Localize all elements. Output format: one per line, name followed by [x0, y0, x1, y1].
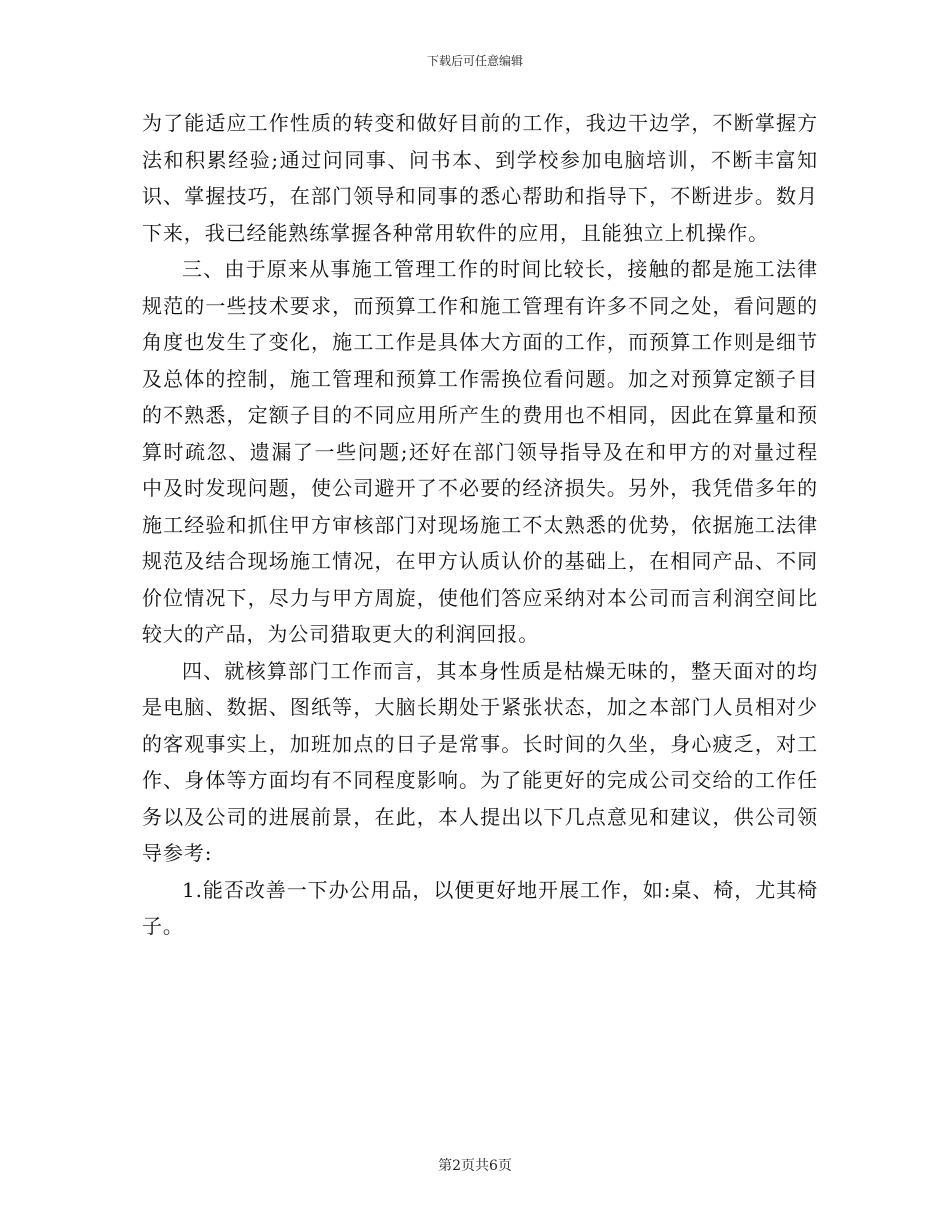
- document-body: [142, 105, 818, 945]
- paragraph-section-three: 三、由于原来从事施工管理工作的时间比较长，接触的都是施工法律规范的一些技术要求，而预算工作和施工管理有许多不同之处，看问题的角度也发生了变化，施工工作是具体大方面的工作，而预算工作则是细节及总体的控制，施工管理和预算工作需换位看问题。加之对预算定额子目的不熟悉，定额子目的不同应用所产生的费用也不相同，因此在算量和预算时疏忽、遗漏了一些问题;还好在部门领导指导及在和甲方的对量过程中及时发现问题，使公司避开了不必要的经济损失。另外，我凭借多年的施工经验和抓住甲方审核部门对现场施工不太熟悉的优势，依据施工法律规范及结合现场施工情况，在甲方认质认价的基础上，在相同产品、不同价位情况下，尽力与甲方周旋，使他们答应采纳对本公司而言利润空间比较大的产品，为公司猎取更大的利润回报。: [142, 257, 818, 646]
- page-header-note: 下载后可任意编辑: [426, 54, 523, 68]
- paragraph-continuation: 为了能适应工作性质的转变和做好目前的工作，我边干边学，不断掌握方法和积累经验;通过问同事、问书本、到学校参加电脑培训，不断丰富知识、掌握技巧，在部门领导和同事的悉心帮助和指导下，不断进步。数月下来，我已经能熟练掌握各种常用软件的应用，且能独立上机操作。: [142, 111, 818, 245]
- paragraph-section-four: 四、就核算部门工作而言，其本身性质是枯燥无味的，整天面对的均是电脑、数据、图纸等，大脑长期处于紧张状态，加之本部门人员相对少的客观事实上，加班加点的日子是常事。长时间的久坐，身心疲乏，对工作、身体等方面均有不同程度影响。为了能更好的完成公司交给的工作任务以及公司的进展前景，在此，本人提出以下几点意见和建议，供公司领导参考:: [142, 658, 818, 865]
- paragraph-suggestion-one: 1.能否改善一下办公用品，以便更好地开展工作，如:桌、椅，尤其椅子。: [142, 877, 818, 938]
- page-number-footer: 第2页共6页: [438, 1158, 512, 1174]
